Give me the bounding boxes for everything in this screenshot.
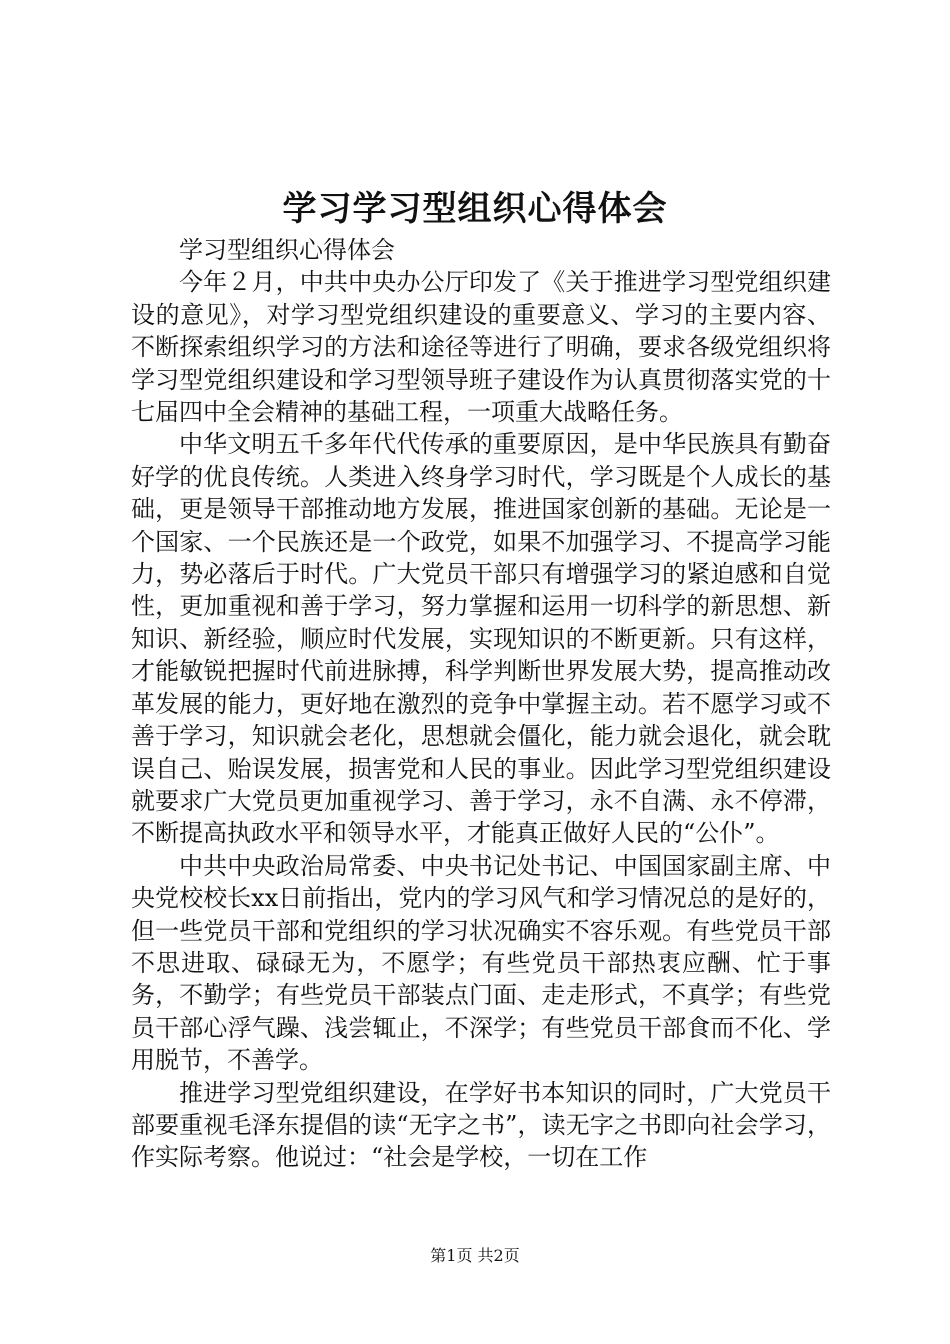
document-title: 学习学习型组织心得体会: [282, 189, 668, 229]
document-subtitle: 学习型组织心得体会: [179, 236, 395, 264]
paragraph-3: 中共中央政治局常委、中央书记处书记、中国国家副主席、中央党校校长xx日前指出，党内的学习风气和学习情况总的是好的，但一些党员干部和党组织的学习状况确实不容乐观。有些党员干部不思进取、碌碌无为，不愿学；有些党员干部热衷应酬、忙于事务，不勤学；有些党员干部装点门面、走走形式，不真学；有些党员干部心浮气躁、浅尝辄止，不深学；有些党员干部食而不化、学用脱节，不善学。: [131, 851, 831, 1075]
document-body: [131, 234, 831, 1174]
paragraph-1: 今年２月，中共中央办公厅印发了《关于推进学习型党组织建设的意见》，对学习型党组织建设的重要意义、学习的主要内容、不断探索组织学习的方法和途径等进行了明确，要求各级党组织将学习型党组织建设和学习型领导班子建设作为认真贯彻落实党的十七届四中全会精神的基础工程，一项重大战略任务。: [131, 268, 831, 427]
page-number-footer: 第1页 共2页: [430, 1246, 520, 1265]
paragraph-2: 中华文明五千多年代代传承的重要原因，是中华民族具有勤奋好学的优良传统。人类进入终身学习时代，学习既是个人成长的基础，更是领导干部推动地方发展，推进国家创新的基础。无论是一个国家、一个民族还是一个政党，如果不加强学习、不提高学习能力，势必落后于时代。广大党员干部只有增强学习的紧迫感和自觉性，更加重视和善于学习，努力掌握和运用一切科学的新思想、新知识、新经验，顺应时代发展，实现知识的不断更新。只有这样，才能敏锐把握时代前进脉搏，科学判断世界发展大势，提高推动改革发展的能力，更好地在激烈的竞争中掌握主动。若不愿学习或不善于学习，知识就会老化，思想就会僵化，能力就会退化，就会耽误自己、贻误发展，损害党和人民的事业。因此学习型党组织建设就要求广大党员更加重视学习、善于学习，永不自满、永不停滞，不断提高执政水平和领导水平，才能真正做好人民的“公仆”。: [131, 430, 831, 848]
paragraph-4: 推进学习型党组织建设，在学好书本知识的同时，广大党员干部要重视毛泽东提倡的读“无字之书”，读无字之书即向社会学习，作实际考察。他说过：“社会是学校，一切在工作: [131, 1078, 831, 1172]
